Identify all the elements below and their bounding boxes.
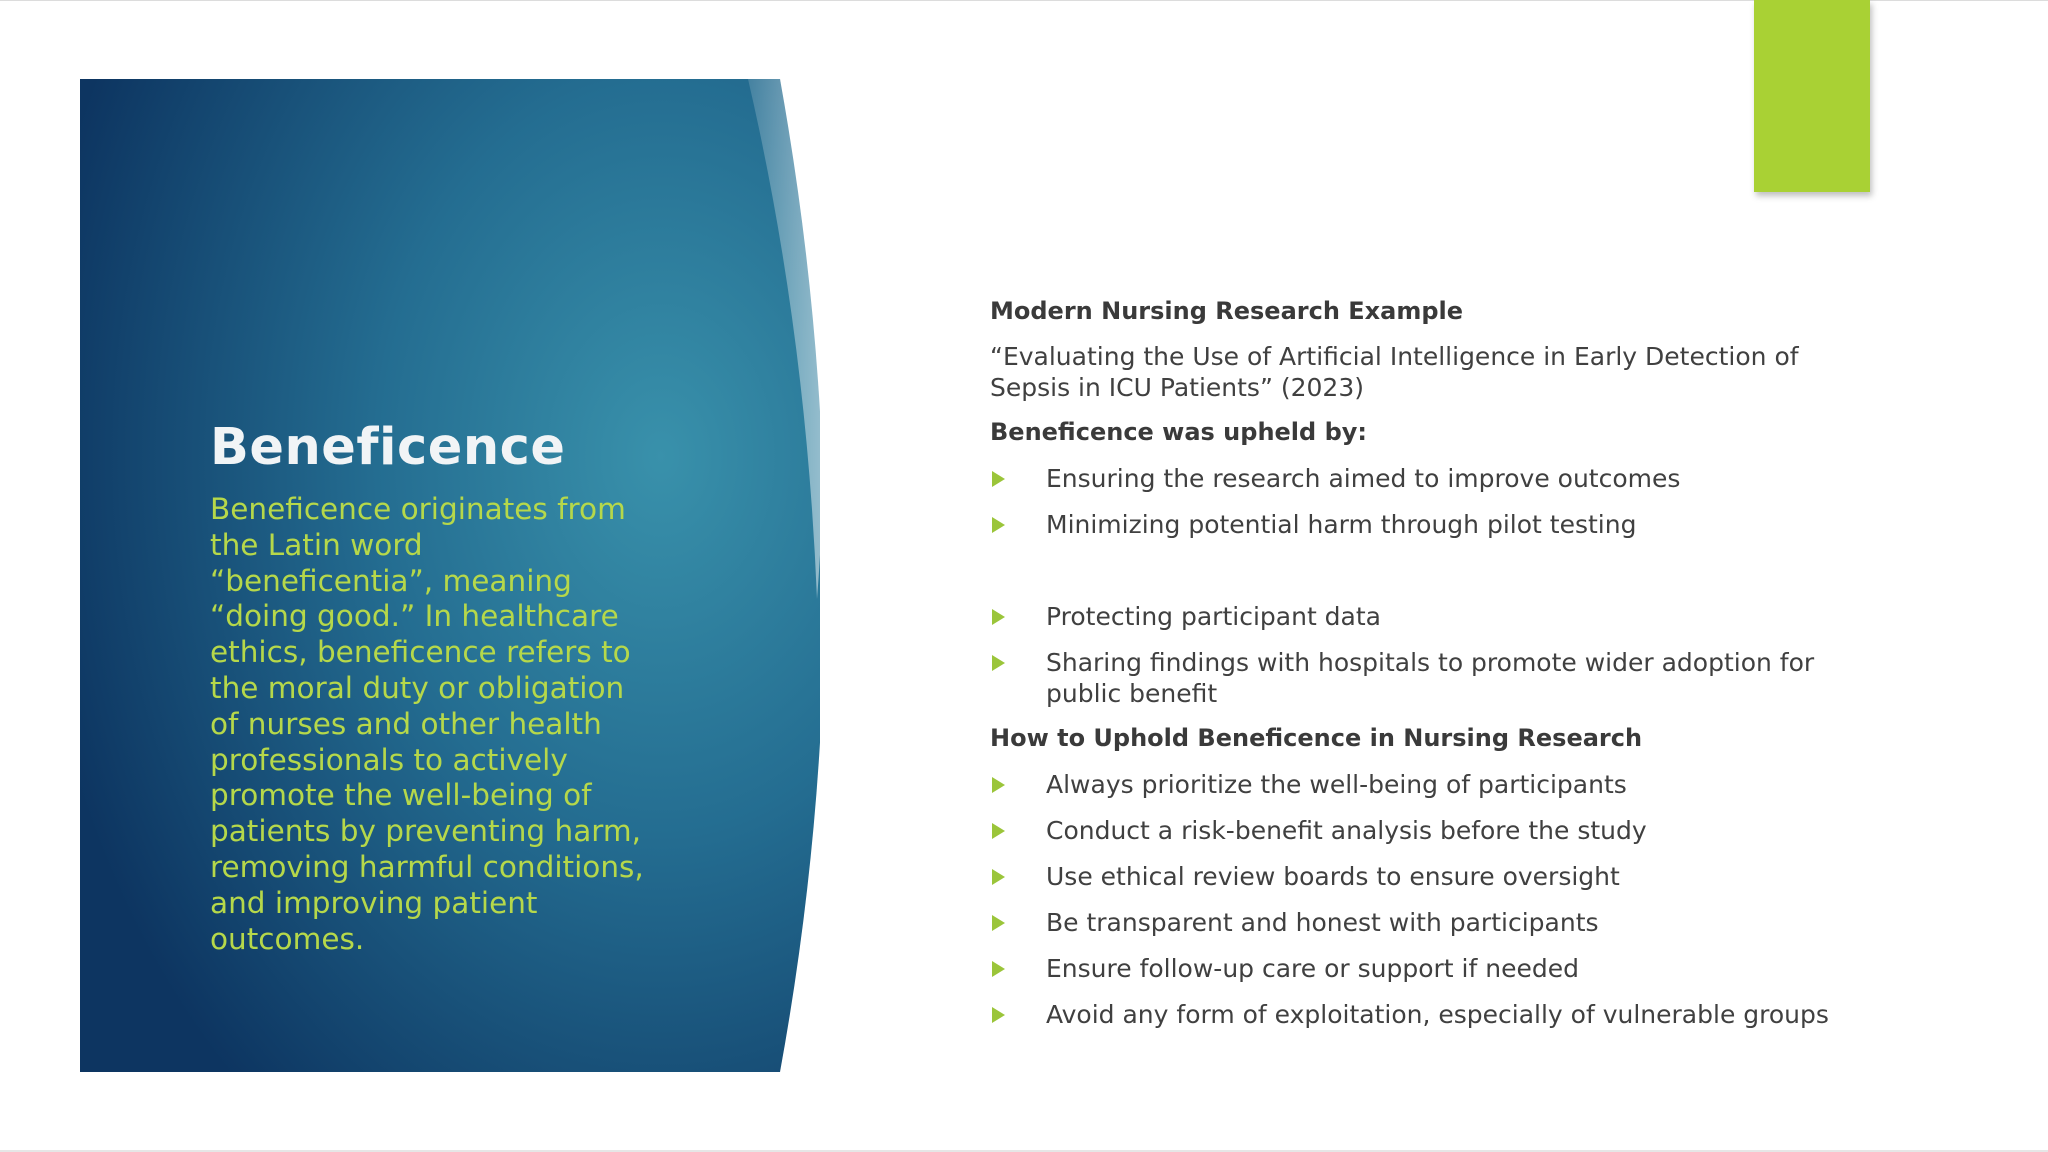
- how-to-heading: How to Uphold Beneficence in Nursing Research: [990, 724, 1643, 752]
- list-item: [990, 509, 1830, 540]
- content-area: [990, 296, 1830, 1030]
- list-item-text: Ensuring the research aimed to improve outcomes: [1046, 464, 1681, 493]
- list-item: [990, 647, 1830, 709]
- upheld-heading: Beneficence was upheld by:: [990, 418, 1367, 446]
- list-item-text: Sharing findings with hospitals to promote wider adoption for public benefit: [1046, 648, 1815, 708]
- how-to-list: [990, 769, 1830, 1030]
- list-item-text: Ensure follow-up care or support if needed: [1046, 954, 1579, 983]
- list-item: [990, 861, 1830, 892]
- list-item-text: Use ethical review boards to ensure oversight: [1046, 862, 1620, 891]
- list-item-text: Conduct a risk-benefit analysis before the study: [1046, 816, 1647, 845]
- list-item: [990, 815, 1830, 846]
- triangle-right-icon: [992, 915, 1005, 931]
- list-item-text: Avoid any form of exploitation, especially of vulnerable groups: [1046, 1000, 1829, 1029]
- triangle-right-icon: [992, 471, 1005, 487]
- triangle-right-icon: [992, 517, 1005, 533]
- list-item: [990, 769, 1830, 800]
- triangle-right-icon: [992, 1007, 1005, 1023]
- beneficence-definition: Beneficence originates from the Latin word “beneficentia”, meaning “doing good.” In healthcare ethics, beneficence refers to the moral duty or obligation of nurses and other health professionals to actively promote the well-being of patients by preventing harm, removing harmful conditions, and improving patient outcomes.: [210, 492, 644, 956]
- top-border: [0, 0, 2048, 1]
- example-heading: Modern Nursing Research Example: [990, 297, 1464, 325]
- list-item-text: Always prioritize the well-being of participants: [1046, 770, 1627, 799]
- triangle-right-icon: [992, 961, 1005, 977]
- triangle-right-icon: [992, 609, 1005, 625]
- list-item-text: Be transparent and honest with participants: [1046, 908, 1599, 937]
- list-item: [990, 999, 1830, 1030]
- accent-tab: [1754, 0, 1870, 192]
- triangle-right-icon: [992, 777, 1005, 793]
- triangle-right-icon: [992, 823, 1005, 839]
- list-item-text: Minimizing potential harm through pilot testing: [1046, 510, 1637, 539]
- upheld-list: [990, 463, 1830, 709]
- list-spacer: [990, 555, 1830, 586]
- list-item-text: Protecting participant data: [1046, 602, 1381, 631]
- list-item: [990, 907, 1830, 938]
- slide-title: Beneficence: [210, 418, 566, 477]
- list-item: [990, 601, 1830, 632]
- study-title: “Evaluating the Use of Artificial Intelligence in Early Detection of Sepsis in ICU Patients” (2023): [990, 342, 1799, 402]
- triangle-right-icon: [992, 655, 1005, 671]
- triangle-right-icon: [992, 869, 1005, 885]
- list-item: [990, 463, 1830, 494]
- list-item: [990, 953, 1830, 984]
